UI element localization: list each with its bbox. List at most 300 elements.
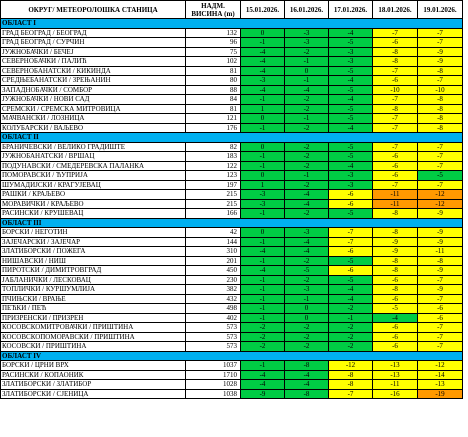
temperature-cell: -6 [373, 294, 418, 304]
temperature-cell: -3 [285, 38, 329, 48]
station-name: ПОМОРАВСКИ / ЋУПРИЈА [1, 171, 186, 181]
temperature-cell: -1 [285, 294, 329, 304]
temperature-cell: -8 [373, 228, 418, 238]
temperature-cell: -5 [373, 304, 418, 314]
station-name: ПРИЗРЕНСКИ / ПРИЗРЕН [1, 313, 186, 323]
table-row [1, 57, 463, 67]
temperature-cell: -2 [285, 161, 329, 171]
temperature-cell: -8 [373, 266, 418, 276]
temperature-cell: -4 [241, 47, 285, 57]
temperature-cell: -6 [418, 304, 463, 314]
table-row [1, 85, 463, 95]
table-header-row [1, 1, 463, 19]
station-name: МАЧВАНСКИ / ЛОЗНИЦА [1, 114, 186, 124]
station-name: ПЕЋКИ / ПЕЋ [1, 304, 186, 314]
altitude-cell: 1028 [186, 380, 241, 390]
temperature-cell: -1 [241, 95, 285, 105]
altitude-cell: 81 [186, 66, 241, 76]
temperature-cell: -16 [373, 389, 418, 399]
temperature-cell: -5 [329, 275, 373, 285]
altitude-cell: 573 [186, 323, 241, 333]
table-row [1, 76, 463, 86]
temperature-cell: -6 [418, 313, 463, 323]
temperature-cell: -5 [329, 104, 373, 114]
station-name: КОСОВСКОПОМОРАВСКИ / ПРИШТИНА [1, 332, 186, 342]
temperature-cell: -4 [241, 247, 285, 257]
table-row [1, 256, 463, 266]
temperature-cell: -4 [329, 123, 373, 133]
station-name: ЗАПАДНОБАЧКИ / СОМБОР [1, 85, 186, 95]
temperature-cell: -8 [285, 389, 329, 399]
temperature-cell: -2 [285, 342, 329, 352]
table-row [1, 47, 463, 57]
altitude-cell: 183 [186, 152, 241, 162]
temperature-cell: -6 [329, 266, 373, 276]
temperature-cell: -7 [418, 332, 463, 342]
station-name: ЈУЖНОБАЧКИ / БЕЧЕЈ [1, 47, 186, 57]
temperature-cell: -8 [373, 209, 418, 219]
temperature-cell: -1 [285, 114, 329, 124]
station-name: ГРАД БЕОГРАД / СУРЧИН [1, 38, 186, 48]
temperature-cell: -4 [329, 294, 373, 304]
altitude-cell: 166 [186, 209, 241, 219]
temperature-cell: -6 [373, 342, 418, 352]
temperature-cell: -11 [373, 190, 418, 200]
station-name: ПИРОТСКИ / ДИМИТРОВГРАД [1, 266, 186, 276]
table-row [1, 161, 463, 171]
temperature-cell: -4 [241, 66, 285, 76]
temperature-cell: -4 [241, 57, 285, 67]
temperature-cell: -1 [285, 76, 329, 86]
temperature-cell: -8 [373, 57, 418, 67]
temperature-cell: -6 [373, 161, 418, 171]
table-row [1, 228, 463, 238]
temperature-cell: -9 [373, 247, 418, 257]
temperature-cell: 0 [285, 66, 329, 76]
temperature-cell: -2 [329, 342, 373, 352]
temperature-cell: 0 [241, 114, 285, 124]
temperature-cell: -2 [285, 180, 329, 190]
temperature-cell: -7 [418, 323, 463, 333]
table-row [1, 114, 463, 124]
temperature-cell: -6 [373, 275, 418, 285]
temperature-cell: -13 [373, 370, 418, 380]
temperature-cell: -7 [418, 180, 463, 190]
table-row [1, 266, 463, 276]
temperature-cell: -7 [418, 152, 463, 162]
temperature-cell: -8 [418, 95, 463, 105]
header-date: 18.01.2026. [373, 1, 418, 19]
temperature-cell: -2 [241, 323, 285, 333]
table-row [1, 380, 463, 390]
temperature-cell: -7 [373, 28, 418, 38]
header-station: ОКРУГ/ МЕТЕОРОЛОШКА СТАНИЦА [1, 1, 186, 19]
table-row [1, 28, 463, 38]
table-row [1, 199, 463, 209]
table-row [1, 209, 463, 219]
header-date: 19.01.2026. [418, 1, 463, 19]
altitude-cell: 80 [186, 76, 241, 86]
temperature-cell: -19 [418, 389, 463, 399]
temperature-cell: -4 [285, 247, 329, 257]
altitude-cell: 450 [186, 266, 241, 276]
temperature-cell: -4 [329, 285, 373, 295]
temperature-cell: -7 [418, 142, 463, 152]
temperature-cell: -2 [285, 275, 329, 285]
altitude-cell: 573 [186, 332, 241, 342]
altitude-cell: 88 [186, 85, 241, 95]
temperature-cell: -10 [373, 85, 418, 95]
temperature-cell: -5 [329, 209, 373, 219]
altitude-cell: 382 [186, 285, 241, 295]
temperature-cell: -1 [241, 304, 285, 314]
temperature-cell: -1 [241, 361, 285, 371]
temperature-cell: -7 [329, 228, 373, 238]
station-name: БОРСКИ / ЦРНИ ВРХ [1, 361, 186, 371]
station-name: РАСИНСКИ / КОПАОНИК [1, 370, 186, 380]
temperature-cell: -8 [329, 370, 373, 380]
temperature-cell: -4 [285, 380, 329, 390]
altitude-cell: 432 [186, 294, 241, 304]
temperature-cell: 0 [285, 313, 329, 323]
temperature-cell: -4 [285, 199, 329, 209]
temperature-cell: -2 [285, 256, 329, 266]
station-name: ГРАД БЕОГРАД / БЕОГРАД [1, 28, 186, 38]
temperature-cell: -2 [285, 152, 329, 162]
station-name: СРЕДЊЕБАНАТСКИ / ЗРЕЊАНИН [1, 76, 186, 86]
temperature-cell: -12 [418, 361, 463, 371]
temperature-cell: -1 [241, 237, 285, 247]
temperature-cell: -8 [373, 256, 418, 266]
station-name: ЗЛАТИБОРСКИ / ПОЖЕГА [1, 247, 186, 257]
temperature-cell: -8 [418, 114, 463, 124]
temperature-cell: -3 [329, 180, 373, 190]
table-row [1, 342, 463, 352]
temperature-cell: -10 [418, 85, 463, 95]
station-name: БРАНИЧЕВСКИ / ВЕЛИКО ГРАДИШТЕ [1, 142, 186, 152]
temperature-cell: -4 [373, 313, 418, 323]
temperature-cell: -11 [373, 380, 418, 390]
temperature-cell: -2 [329, 323, 373, 333]
temperature-cell: -3 [241, 76, 285, 86]
temperature-cell: -9 [418, 57, 463, 67]
table-row [1, 104, 463, 114]
temperature-cell: -2 [241, 342, 285, 352]
table-row [1, 190, 463, 200]
station-name: БОРСКИ / НЕГОТИН [1, 228, 186, 238]
table-row [1, 38, 463, 48]
temperature-cell: -7 [418, 294, 463, 304]
station-name: ЈУЖНОБАЧКИ / НОВИ САД [1, 95, 186, 105]
altitude-cell: 84 [186, 95, 241, 105]
altitude-cell: 310 [186, 247, 241, 257]
temperature-cell: -9 [418, 228, 463, 238]
temperature-cell: 0 [241, 171, 285, 181]
table-row [1, 304, 463, 314]
altitude-cell: 498 [186, 304, 241, 314]
temperature-cell: -1 [285, 57, 329, 67]
temperature-cell: -2 [329, 332, 373, 342]
altitude-cell: 132 [186, 28, 241, 38]
table-row [1, 152, 463, 162]
temperature-cell: -9 [418, 285, 463, 295]
temperature-cell: -5 [418, 171, 463, 181]
temperature-cell: -7 [373, 66, 418, 76]
temperature-cell: -6 [329, 190, 373, 200]
temperature-cell: -13 [418, 380, 463, 390]
temperature-cell: -2 [285, 332, 329, 342]
section-header-row [1, 133, 463, 143]
table-row [1, 123, 463, 133]
temperature-cell: -3 [285, 285, 329, 295]
temperature-cell: -2 [285, 209, 329, 219]
temperature-cell: 1 [241, 104, 285, 114]
temperature-cell: -3 [241, 190, 285, 200]
altitude-cell: 81 [186, 104, 241, 114]
temperature-cell: -1 [241, 123, 285, 133]
station-name: НИШАВСКИ / НИШ [1, 256, 186, 266]
temperature-cell: -12 [418, 190, 463, 200]
table-row [1, 313, 463, 323]
station-name: ПЧИЊСКИ / ВРАЊЕ [1, 294, 186, 304]
temperature-cell: -9 [373, 237, 418, 247]
temperature-cell: -9 [418, 47, 463, 57]
table-row [1, 370, 463, 380]
temperature-cell: 0 [241, 28, 285, 38]
table-row [1, 323, 463, 333]
temperature-cell: -2 [285, 123, 329, 133]
temperature-cell: -7 [373, 142, 418, 152]
table-row [1, 180, 463, 190]
section-header-row [1, 19, 463, 29]
altitude-cell: 75 [186, 47, 241, 57]
temperature-cell: -7 [418, 275, 463, 285]
altitude-cell: 230 [186, 275, 241, 285]
table-row [1, 389, 463, 399]
station-name: КОСОВСКИ / ПРИШТИНА [1, 342, 186, 352]
section-header-row [1, 351, 463, 361]
temperature-cell: -2 [285, 95, 329, 105]
temperature-cell: -5 [329, 66, 373, 76]
table-row [1, 171, 463, 181]
altitude-cell: 1038 [186, 389, 241, 399]
section-header-row [1, 218, 463, 228]
temperature-cell: -8 [373, 285, 418, 295]
station-name: СЕВЕРНОБАЧКИ / ПАЛИЋ [1, 57, 186, 67]
temperature-cell: -1 [241, 209, 285, 219]
temperature-cell: -1 [241, 256, 285, 266]
temperature-cell: -8 [418, 123, 463, 133]
temperature-cell: -8 [373, 104, 418, 114]
header-date: 15.01.2026. [241, 1, 285, 19]
temperature-cell: -7 [418, 342, 463, 352]
temperature-cell: -2 [285, 47, 329, 57]
station-name: ПОДУНАВСКИ / СМЕДЕРЕВСКА ПАЛАНКА [1, 161, 186, 171]
altitude-cell: 102 [186, 57, 241, 67]
altitude-cell: 144 [186, 237, 241, 247]
header-altitude: НАДМ. ВИСИНА (m) [186, 1, 241, 19]
temperature-cell: -2 [285, 104, 329, 114]
temperature-cell: -1 [285, 171, 329, 181]
table-row [1, 285, 463, 295]
temperature-cell: -6 [373, 38, 418, 48]
temperature-cell: -3 [285, 28, 329, 38]
table-row [1, 332, 463, 342]
temperature-cell: -3 [329, 47, 373, 57]
temperature-cell: 1 [241, 180, 285, 190]
temperature-cell: -11 [373, 199, 418, 209]
altitude-cell: 176 [186, 123, 241, 133]
temperature-cell: -4 [329, 28, 373, 38]
altitude-cell: 215 [186, 199, 241, 209]
table-row [1, 361, 463, 371]
temperature-cell: -4 [241, 266, 285, 276]
temperature-cell: -7 [418, 161, 463, 171]
temperature-cell: 0 [285, 304, 329, 314]
temperature-cell: -5 [329, 85, 373, 95]
station-name: ЗЛАТИБОРСКИ / ЗЛАТИБОР [1, 380, 186, 390]
temperature-cell: 0 [241, 142, 285, 152]
temperature-cell: -3 [241, 199, 285, 209]
altitude-cell: 197 [186, 180, 241, 190]
altitude-cell: 573 [186, 342, 241, 352]
station-name: ЈУЖНОБАНАТСКИ / ВРШАЦ [1, 152, 186, 162]
temperature-cell: -6 [373, 323, 418, 333]
temperature-cell: -12 [329, 361, 373, 371]
temperature-cell: -2 [241, 332, 285, 342]
temperature-cell: -5 [329, 256, 373, 266]
section-title: ОБЛАСТ IV [1, 351, 463, 361]
temperature-cell: 0 [241, 228, 285, 238]
temperature-cell: -5 [329, 152, 373, 162]
temperature-cell: -8 [418, 66, 463, 76]
station-name: РАШКИ / КРАЉЕВО [1, 190, 186, 200]
station-name: ТОПЛИЧКИ / КУРШУМЛИЈА [1, 285, 186, 295]
section-title: ОБЛАСТ I [1, 19, 463, 29]
temperature-cell: -14 [418, 370, 463, 380]
temperature-cell: -7 [373, 114, 418, 124]
temperature-cell: -13 [373, 361, 418, 371]
table-row [1, 275, 463, 285]
temperature-cell: -5 [329, 114, 373, 124]
temperature-cell: -2 [329, 304, 373, 314]
table-row [1, 142, 463, 152]
station-name: ЗЛАТИБОРСКИ / СЈЕНИЦА [1, 389, 186, 399]
altitude-cell: 42 [186, 228, 241, 238]
temperature-cell: -7 [373, 95, 418, 105]
temperature-cell: -12 [418, 199, 463, 209]
temperature-cell: -6 [373, 332, 418, 342]
temperature-cell: -6 [329, 199, 373, 209]
temperature-cell: -11 [418, 247, 463, 257]
temperature-cell: -1 [241, 285, 285, 295]
header-date: 16.01.2026. [285, 1, 329, 19]
temperature-cell: -3 [285, 228, 329, 238]
temperature-cell: -2 [285, 323, 329, 333]
temperature-cell: -6 [373, 171, 418, 181]
temperature-cell: -6 [373, 76, 418, 86]
temperature-cell: -8 [418, 104, 463, 114]
table-row [1, 237, 463, 247]
temperature-cell: -2 [285, 142, 329, 152]
temperature-cell: -1 [241, 152, 285, 162]
table-row [1, 66, 463, 76]
temperature-cell: -4 [285, 190, 329, 200]
section-title: ОБЛАСТ II [1, 133, 463, 143]
table-row [1, 247, 463, 257]
section-title: ОБЛАСТ III [1, 218, 463, 228]
station-name: ЈАБЛАНИЧКИ / ЛЕСКОВАЦ [1, 275, 186, 285]
table-row [1, 95, 463, 105]
temperature-cell: -5 [285, 266, 329, 276]
temperature-cell: -4 [329, 161, 373, 171]
temperature-cell: -7 [418, 76, 463, 86]
temperature-cell: -4 [241, 380, 285, 390]
temperature-cell: -1 [241, 38, 285, 48]
station-name: РАСИНСКИ / КРУШЕВАЦ [1, 209, 186, 219]
temperature-cell: -1 [241, 313, 285, 323]
temperature-cell: -7 [418, 38, 463, 48]
altitude-cell: 82 [186, 142, 241, 152]
temperature-cell: -1 [241, 294, 285, 304]
temperature-cell: -9 [418, 266, 463, 276]
station-name: ЗАЈЕЧАРСКИ / ЗАЈЕЧАР [1, 237, 186, 247]
temperature-cell: -8 [373, 47, 418, 57]
temperature-cell: -1 [241, 275, 285, 285]
altitude-cell: 1037 [186, 361, 241, 371]
altitude-cell: 201 [186, 256, 241, 266]
altitude-cell: 121 [186, 114, 241, 124]
temperature-cell: -5 [329, 142, 373, 152]
temperature-cell: -3 [329, 57, 373, 67]
temperature-cell: -4 [241, 85, 285, 95]
temperature-cell: -4 [329, 95, 373, 105]
table-row [1, 294, 463, 304]
temperature-cell: -3 [329, 171, 373, 181]
temperature-cell: -8 [329, 380, 373, 390]
temperature-cell: -5 [329, 38, 373, 48]
altitude-cell: 122 [186, 161, 241, 171]
header-date: 17.01.2026. [329, 1, 373, 19]
temperature-cell: -7 [418, 28, 463, 38]
temperature-cell: -7 [329, 237, 373, 247]
station-name: ШУМАДИЈСКИ / КРАГУЈЕВАЦ [1, 180, 186, 190]
temperature-cell: -4 [285, 85, 329, 95]
temperature-cell: -1 [241, 161, 285, 171]
temperature-cell: -8 [418, 256, 463, 266]
station-name: КОЛУБАРСКИ / ВАЉЕВО [1, 123, 186, 133]
temperature-cell: -7 [373, 123, 418, 133]
station-name: МОРАВИЧКИ / КРАЉЕВО [1, 199, 186, 209]
altitude-cell: 1710 [186, 370, 241, 380]
altitude-cell: 123 [186, 171, 241, 181]
temperature-cell: -6 [373, 152, 418, 162]
temperature-cell: -9 [241, 389, 285, 399]
temperature-cell: -8 [285, 361, 329, 371]
temperature-cell: -7 [329, 389, 373, 399]
temperature-cell: -9 [418, 237, 463, 247]
temperature-cell: -4 [329, 76, 373, 86]
temperature-cell: -1 [329, 313, 373, 323]
temperature-cell: -9 [418, 209, 463, 219]
station-name: СРЕМСКИ / СРЕМСКА МИТРОВИЦА [1, 104, 186, 114]
station-name: СЕВЕРНОБАНАТСКИ / КИКИНДА [1, 66, 186, 76]
temperature-cell: -7 [373, 180, 418, 190]
altitude-cell: 215 [186, 190, 241, 200]
temperature-cell: -6 [329, 247, 373, 257]
temperature-cell: -4 [285, 237, 329, 247]
altitude-cell: 402 [186, 313, 241, 323]
